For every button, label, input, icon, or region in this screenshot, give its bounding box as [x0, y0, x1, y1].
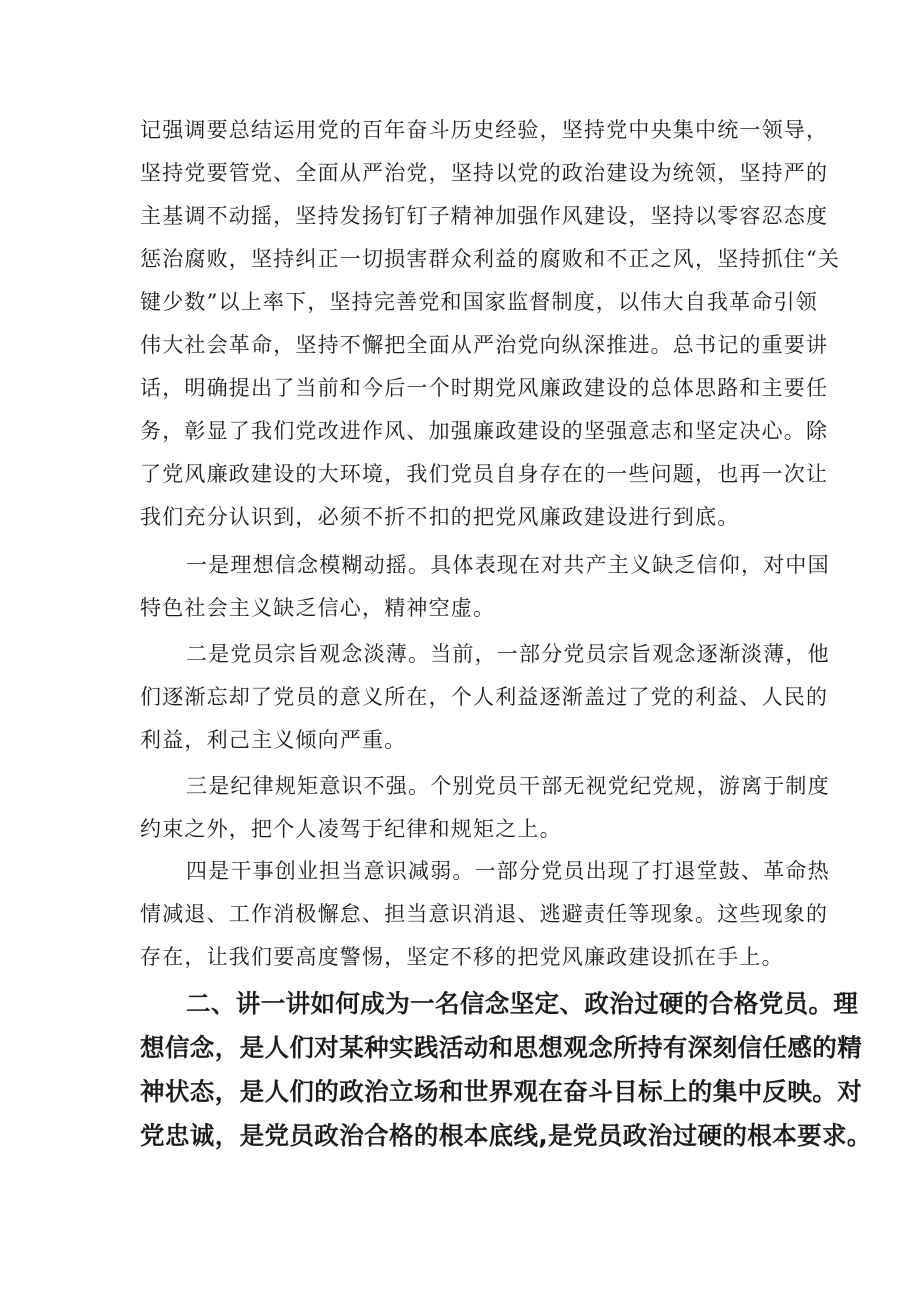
paragraph-line: 了党风廉政建设的大环境，我们党员自身存在的一些问题，也再一次让 — [140, 462, 829, 486]
paragraph-line: 惩治腐败，坚持纠正一切损害群众利益的腐败和不正之风，坚持抓住“关 — [140, 247, 841, 271]
list-item-line: 二是党员宗旨观念淡薄。当前，一部分党员宗旨观念逐渐淡薄，他 — [186, 642, 830, 666]
section-body-line: 党忠诚，是党员政治合格的根本底线,是党员政治过硬的根本要求。 — [140, 1121, 872, 1150]
paragraph-line: 我们充分认识到，必须不折不扣的把党风廉政建设进行到底。 — [140, 505, 740, 529]
list-item-line: 四是干事创业担当意识减弱。一部分党员出现了打退堂鼓、革命热 — [186, 859, 830, 883]
paragraph-line: 伟大社会革命，坚持不懈把全面从严治党向纵深推进。总书记的重要讲 — [140, 333, 829, 357]
list-item-line: 特色社会主义缺乏信心，精神空虚。 — [140, 596, 496, 620]
paragraph-line: 坚持党要管党、全面从严治党，坚持以党的政治建设为统领，坚持严的 — [140, 161, 829, 185]
paragraph-line: 主基调不动摇，坚持发扬钉钉子精神加强作风建设，坚持以零容忍态度 — [140, 204, 829, 228]
section-heading-line: 二、讲一讲如何成为一名信念坚定、政治过硬的合格党员。理 — [186, 989, 859, 1018]
list-item-line: 一是理想信念模糊动摇。具体表现在对共产主义缺乏信仰，对中国 — [186, 553, 830, 577]
list-item-line: 约束之外，把个人凌驾于纪律和规矩之上。 — [140, 817, 562, 841]
paragraph-line: 话，明确提出了当前和今后一个时期党风廉政建设的总体思路和主要任 — [140, 376, 829, 400]
list-item-line: 存在，让我们要高度警惕，坚定不移的把党风廉政建设抓在手上。 — [140, 945, 784, 969]
list-item-line: 三是纪律规矩意识不强。个别党员干部无视党纪党规，游离于制度 — [186, 774, 830, 798]
list-item-line: 们逐渐忘却了党员的意义所在，个人利益逐渐盖过了党的利益、人民的 — [140, 685, 829, 709]
list-item-line: 利益，利己主义倾向严重。 — [140, 728, 407, 752]
list-item-line: 情减退、工作消极懈怠、担当意识消退、逃避责任等现象。这些现象的 — [140, 902, 829, 926]
section-body-line: 想信念，是人们对某种实践活动和思想观念所持有深刻信任感的精 — [140, 1033, 863, 1062]
paragraph-line: 务，彰显了我们党改进作风、加强廉政建设的坚强意志和坚定决心。除 — [140, 419, 829, 443]
paragraph-line: 记强调要总结运用党的百年奋斗历史经验，坚持党中央集中统一领导， — [140, 118, 829, 142]
section-body-line: 神状态，是人们的政治立场和世界观在奋斗目标上的集中反映。对 — [140, 1077, 863, 1106]
paragraph-line: 键少数”以上率下，坚持完善党和国家监督制度，以伟大自我革命引领 — [140, 290, 818, 314]
